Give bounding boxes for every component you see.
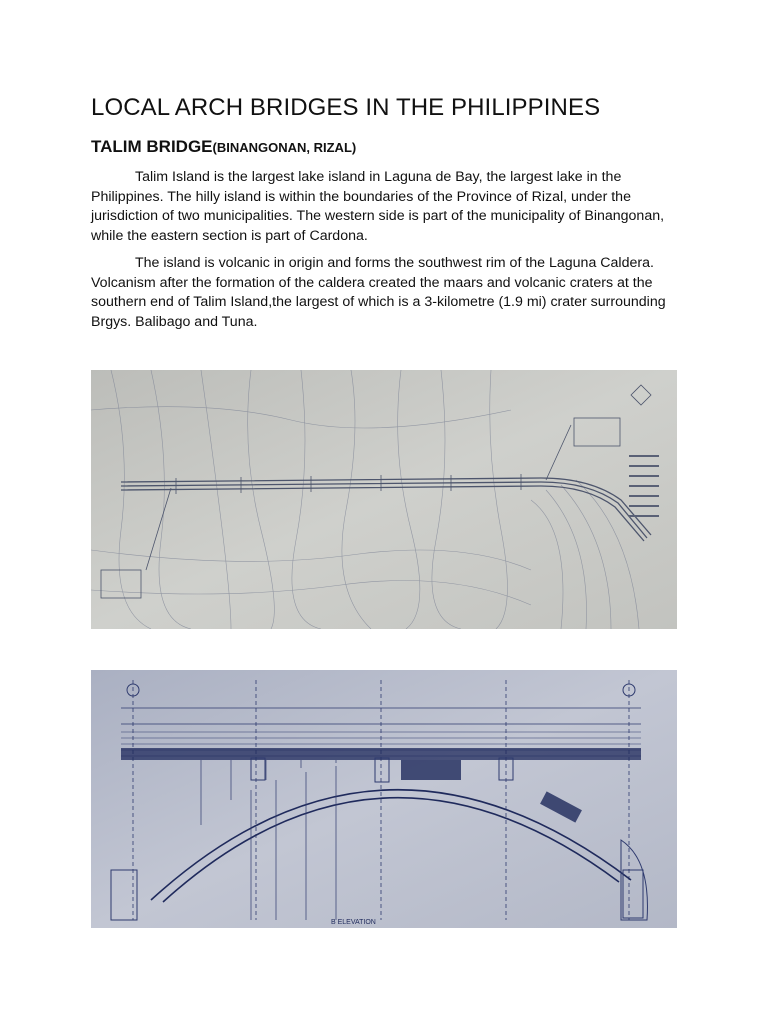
paragraph-volcanic-origin: The island is volcanic in origin and forms the southwest rim of the Laguna Caldera. Volcanism after the formation of the caldera created the maars and volcanic craters at the southern end of Talim Island,the largest of which is a 3-kilometre (1.9 mi) crater surrounding Brgys. Balibago and Tuna. — [91, 255, 666, 330]
plan-drawing-graphic — [91, 370, 677, 629]
bridge-plan-drawing — [91, 370, 677, 629]
elevation-caption: B ELEVATION — [331, 919, 376, 926]
elevation-drawing-graphic — [91, 670, 677, 928]
paragraph-talim-island: Talim Island is the largest lake island in Laguna de Bay, the largest lake in the Philippines. The hilly island is within the boundaries of the Province of Rizal, under the jurisdiction of two municipalities. The western side is part of the municipality of Binangonan, while the eastern section is part of Cardona. — [91, 169, 665, 244]
section-heading-title: TALIM BRIDGE — [91, 137, 213, 156]
page-title: LOCAL ARCH BRIDGES IN THE PHILIPPINES — [91, 94, 601, 121]
section-heading-location: (BINANGONAN, RIZAL) — [212, 140, 357, 155]
bridge-elevation-drawing — [91, 670, 677, 928]
section-heading — [91, 137, 356, 157]
